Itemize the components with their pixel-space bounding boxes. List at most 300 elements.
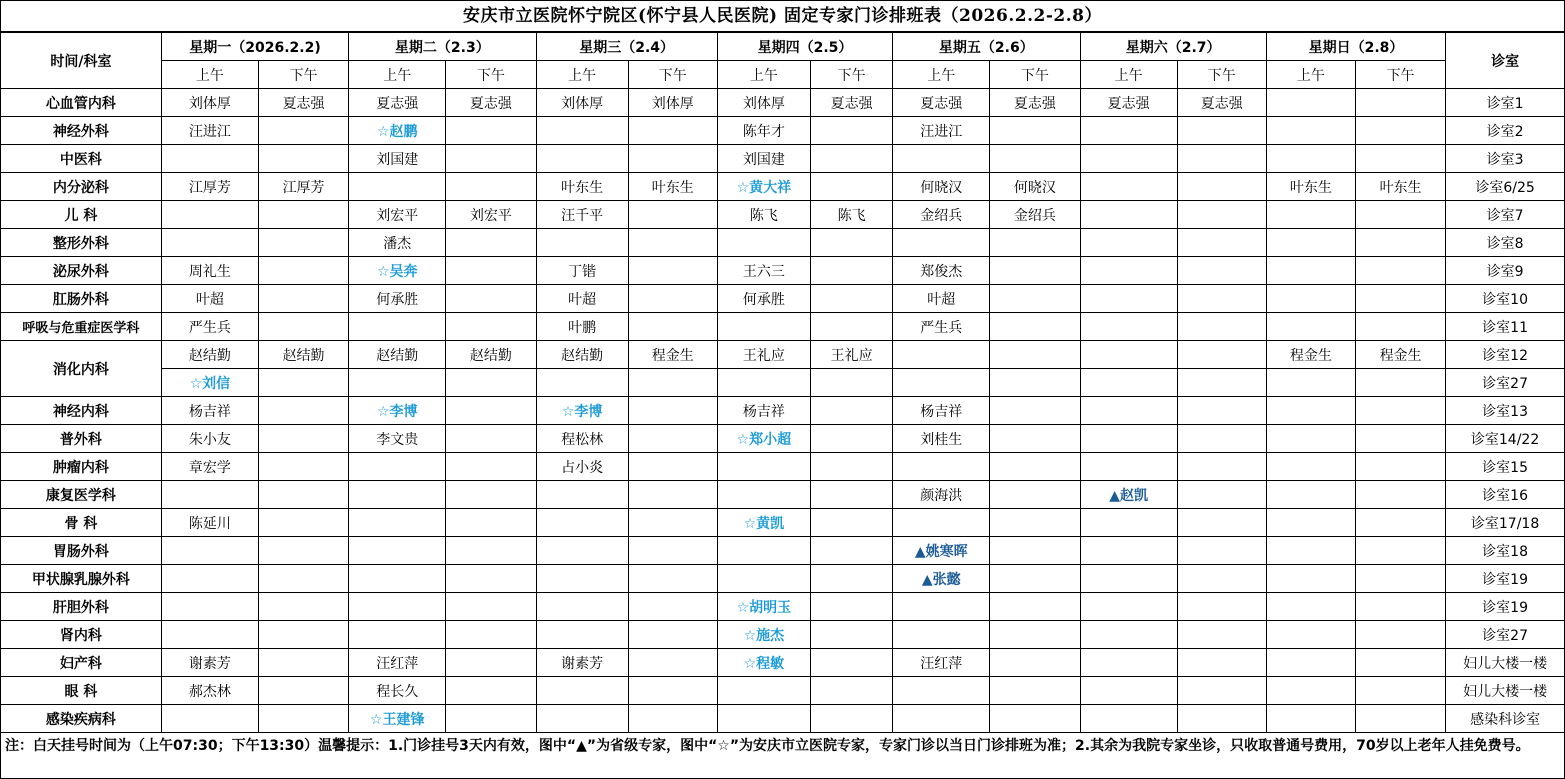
pm-header: 下午 (446, 61, 536, 89)
doctor-cell: 何承胜 (717, 285, 810, 313)
doctor-cell (990, 621, 1080, 649)
doctor-cell: 丁锴 (536, 257, 628, 285)
doctor-cell (811, 705, 893, 733)
dept-cell: 肛肠外科 (1, 285, 161, 313)
doctor-cell: 李文贵 (349, 425, 446, 453)
doctor-cell: ☆程敏 (717, 649, 810, 677)
doctor-cell (1177, 565, 1266, 593)
room-cell: 诊室19 (1446, 565, 1564, 593)
dept-cell: 儿 科 (1, 201, 161, 229)
doctor-cell (536, 705, 628, 733)
doctor-cell (1177, 313, 1266, 341)
doctor-cell: 金绍兵 (990, 201, 1080, 229)
doctor-cell (1266, 117, 1355, 145)
doctor-cell: 夏志强 (990, 89, 1080, 117)
doctor-cell: 周礼生 (161, 257, 258, 285)
doctor-cell (536, 229, 628, 257)
doctor-cell (628, 593, 717, 621)
doctor-cell (811, 593, 893, 621)
doctor-cell (1355, 117, 1445, 145)
room-cell: 感染科诊室 (1446, 705, 1564, 733)
doctor-cell (893, 453, 990, 481)
doctor-cell (1355, 537, 1445, 565)
doctor-cell (990, 313, 1080, 341)
table-row (1, 229, 1564, 257)
doctor-cell: 程金生 (628, 341, 717, 369)
doctor-cell: 刘国建 (717, 145, 810, 173)
doctor-cell (811, 117, 893, 145)
dept-cell: 整形外科 (1, 229, 161, 257)
pm-header: 下午 (1177, 61, 1266, 89)
doctor-cell (628, 677, 717, 705)
doctor-cell (1266, 145, 1355, 173)
am-header: 上午 (161, 61, 258, 89)
dept-cell: 泌尿外科 (1, 257, 161, 285)
dept-cell: 普外科 (1, 425, 161, 453)
doctor-cell (811, 677, 893, 705)
doctor-cell: 金绍兵 (893, 201, 990, 229)
doctor-cell: 夏志强 (258, 89, 348, 117)
doctor-cell: 江厚芳 (258, 173, 348, 201)
doctor-cell (811, 649, 893, 677)
doctor-cell: 王六三 (717, 257, 810, 285)
dept-cell: 内分泌科 (1, 173, 161, 201)
doctor-cell (893, 593, 990, 621)
doctor-cell: ▲张懿 (893, 565, 990, 593)
doctor-cell (628, 649, 717, 677)
day-header: 星期六（2.7） (1080, 33, 1266, 61)
room-cell: 诊室16 (1446, 481, 1564, 509)
table-row (1, 509, 1564, 537)
doctor-cell: 叶超 (536, 285, 628, 313)
doctor-cell (1355, 229, 1445, 257)
doctor-cell (1080, 621, 1177, 649)
doctor-cell: 颜海洪 (893, 481, 990, 509)
table-row (1, 397, 1564, 425)
doctor-cell: 何晓汉 (990, 173, 1080, 201)
doctor-cell (1177, 593, 1266, 621)
doctor-cell: 刘体厚 (628, 89, 717, 117)
doctor-cell (446, 481, 536, 509)
doctor-cell (446, 369, 536, 397)
doctor-cell (349, 565, 446, 593)
pm-header: 下午 (811, 61, 893, 89)
doctor-cell: 叶鹏 (536, 313, 628, 341)
doctor-cell (1177, 677, 1266, 705)
doctor-cell (1266, 481, 1355, 509)
doctor-cell (446, 649, 536, 677)
room-cell: 诊室10 (1446, 285, 1564, 313)
doctor-cell (1266, 565, 1355, 593)
doctor-cell (1266, 509, 1355, 537)
doctor-cell (990, 481, 1080, 509)
dept-cell: 甲状腺乳腺外科 (1, 565, 161, 593)
doctor-cell (1266, 369, 1355, 397)
room-cell: 诊室6/25 (1446, 173, 1564, 201)
table-row (1, 369, 1564, 397)
doctor-cell: 严生兵 (893, 313, 990, 341)
dept-cell: 眼 科 (1, 677, 161, 705)
time-dept-header: 时间/科室 (1, 33, 161, 89)
room-cell: 诊室27 (1446, 369, 1564, 397)
dept-cell: 胃肠外科 (1, 537, 161, 565)
doctor-cell (990, 397, 1080, 425)
doctor-cell (1355, 621, 1445, 649)
doctor-cell: ☆黄大祥 (717, 173, 810, 201)
doctor-cell: 陈飞 (717, 201, 810, 229)
doctor-cell (1080, 201, 1177, 229)
doctor-cell: 刘体厚 (161, 89, 258, 117)
doctor-cell: 王礼应 (811, 341, 893, 369)
doctor-cell (811, 369, 893, 397)
doctor-cell (446, 285, 536, 313)
doctor-cell: 汪红萍 (893, 649, 990, 677)
doctor-cell (628, 565, 717, 593)
doctor-cell (1266, 89, 1355, 117)
day-header: 星期二（2.3） (349, 33, 536, 61)
room-cell: 诊室17/18 (1446, 509, 1564, 537)
doctor-cell (1266, 537, 1355, 565)
dept-cell: 呼吸与危重症医学科 (1, 313, 161, 341)
pm-header: 下午 (628, 61, 717, 89)
table-row (1, 145, 1564, 173)
doctor-cell (893, 509, 990, 537)
room-cell: 诊室7 (1446, 201, 1564, 229)
doctor-cell (1080, 257, 1177, 285)
doctor-cell (1177, 285, 1266, 313)
dept-cell: 肿瘤内科 (1, 453, 161, 481)
doctor-cell (1177, 145, 1266, 173)
room-cell: 诊室14/22 (1446, 425, 1564, 453)
doctor-cell (161, 481, 258, 509)
doctor-cell: ☆刘信 (161, 369, 258, 397)
doctor-cell (349, 593, 446, 621)
doctor-cell (811, 453, 893, 481)
doctor-cell (446, 313, 536, 341)
doctor-cell (536, 621, 628, 649)
room-cell: 诊室27 (1446, 621, 1564, 649)
doctor-cell: ☆赵鹏 (349, 117, 446, 145)
doctor-cell (349, 621, 446, 649)
doctor-cell (1080, 649, 1177, 677)
doctor-cell: 杨吉祥 (161, 397, 258, 425)
doctor-cell: 陈年才 (717, 117, 810, 145)
doctor-cell: ☆吴奔 (349, 257, 446, 285)
doctor-cell (1177, 453, 1266, 481)
table-row (1, 705, 1564, 733)
doctor-cell (446, 229, 536, 257)
doctor-cell (893, 705, 990, 733)
doctor-cell (717, 705, 810, 733)
table-row (1, 285, 1564, 313)
doctor-cell (811, 565, 893, 593)
doctor-cell (1080, 705, 1177, 733)
room-cell: 诊室15 (1446, 453, 1564, 481)
dept-cell: 神经内科 (1, 397, 161, 425)
doctor-cell (1266, 397, 1355, 425)
doctor-cell (811, 257, 893, 285)
doctor-cell (446, 117, 536, 145)
doctor-cell: 章宏学 (161, 453, 258, 481)
day-header: 星期一（2026.2.2) (161, 33, 348, 61)
doctor-cell (1355, 201, 1445, 229)
table-row (1, 565, 1564, 593)
doctor-cell: 郑俊杰 (893, 257, 990, 285)
doctor-cell (1355, 397, 1445, 425)
doctor-cell (258, 705, 348, 733)
doctor-cell: 赵结勤 (446, 341, 536, 369)
doctor-cell (258, 537, 348, 565)
doctor-cell (628, 453, 717, 481)
doctor-cell (258, 285, 348, 313)
doctor-cell (990, 593, 1080, 621)
doctor-cell (811, 397, 893, 425)
dept-cell: 心血管内科 (1, 89, 161, 117)
doctor-cell: 叶东生 (536, 173, 628, 201)
doctor-cell (628, 201, 717, 229)
table-row (1, 621, 1564, 649)
doctor-cell (536, 537, 628, 565)
doctor-cell (1080, 229, 1177, 257)
doctor-cell (446, 145, 536, 173)
doctor-cell: 叶东生 (1266, 173, 1355, 201)
doctor-cell: 汪进江 (161, 117, 258, 145)
doctor-cell (1177, 621, 1266, 649)
doctor-cell (990, 565, 1080, 593)
doctor-cell (990, 537, 1080, 565)
doctor-cell: 夏志强 (1080, 89, 1177, 117)
doctor-cell (1355, 453, 1445, 481)
doctor-cell (717, 677, 810, 705)
am-header: 上午 (717, 61, 810, 89)
doctor-cell (161, 145, 258, 173)
doctor-cell (811, 229, 893, 257)
dept-cell: 妇产科 (1, 649, 161, 677)
room-cell: 诊室9 (1446, 257, 1564, 285)
doctor-cell: 赵结勤 (349, 341, 446, 369)
doctor-cell (1355, 705, 1445, 733)
room-cell: 妇儿大楼一楼 (1446, 677, 1564, 705)
doctor-cell (446, 677, 536, 705)
doctor-cell (628, 229, 717, 257)
doctor-cell (628, 369, 717, 397)
doctor-cell (628, 509, 717, 537)
room-cell: 妇儿大楼一楼 (1446, 649, 1564, 677)
doctor-cell (1177, 173, 1266, 201)
doctor-cell: ☆王建锋 (349, 705, 446, 733)
doctor-cell (349, 313, 446, 341)
doctor-cell (628, 285, 717, 313)
doctor-cell (258, 425, 348, 453)
dept-cell: 肝胆外科 (1, 593, 161, 621)
footer-note: 注：白天挂号时间为（上午07:30；下午13:30）温馨提示：1.门诊挂号3天内有效，图中“▲”为省级专家，图中“☆”为安庆市立医院专家，专家门诊以当日门诊排班为准；2.其余为我院专家坐诊，只收取普通号费用，70岁以上老年人挂免费号。 (5, 738, 1530, 754)
doctor-cell: 夏志强 (446, 89, 536, 117)
doctor-cell: 汪进江 (893, 117, 990, 145)
doctor-cell (811, 425, 893, 453)
doctor-cell (717, 537, 810, 565)
doctor-cell: 何承胜 (349, 285, 446, 313)
doctor-cell: 谢素芳 (536, 649, 628, 677)
doctor-cell (990, 649, 1080, 677)
doctor-cell (1355, 369, 1445, 397)
doctor-cell (990, 369, 1080, 397)
doctor-cell (1266, 677, 1355, 705)
doctor-cell (628, 481, 717, 509)
doctor-cell (161, 229, 258, 257)
doctor-cell (446, 397, 536, 425)
doctor-cell: ☆李博 (349, 397, 446, 425)
doctor-cell (1355, 565, 1445, 593)
doctor-cell: 叶超 (893, 285, 990, 313)
doctor-cell (990, 677, 1080, 705)
doctor-cell (1080, 677, 1177, 705)
doctor-cell: 杨吉祥 (717, 397, 810, 425)
doctor-cell: 夏志强 (893, 89, 990, 117)
doctor-cell (161, 621, 258, 649)
doctor-cell (990, 341, 1080, 369)
doctor-cell (893, 145, 990, 173)
doctor-cell (446, 705, 536, 733)
pm-header: 下午 (990, 61, 1080, 89)
doctor-cell (1177, 229, 1266, 257)
doctor-cell (1355, 285, 1445, 313)
doctor-cell (258, 145, 348, 173)
doctor-cell (990, 705, 1080, 733)
doctor-cell (258, 313, 348, 341)
room-header: 诊室 (1446, 33, 1564, 89)
doctor-cell (349, 481, 446, 509)
doctor-cell (161, 537, 258, 565)
doctor-cell (628, 621, 717, 649)
doctor-cell: 朱小友 (161, 425, 258, 453)
doctor-cell (717, 229, 810, 257)
doctor-cell (811, 145, 893, 173)
doctor-cell (1080, 565, 1177, 593)
doctor-cell (1177, 397, 1266, 425)
doctor-cell: 王礼应 (717, 341, 810, 369)
doctor-cell (446, 593, 536, 621)
doctor-cell (990, 425, 1080, 453)
doctor-cell: 刘体厚 (536, 89, 628, 117)
doctor-cell (717, 369, 810, 397)
doctor-cell (1266, 313, 1355, 341)
doctor-cell: 占小炎 (536, 453, 628, 481)
doctor-cell (811, 173, 893, 201)
doctor-cell: 陈延川 (161, 509, 258, 537)
doctor-cell: 严生兵 (161, 313, 258, 341)
table-row (1, 201, 1564, 229)
table-row (1, 453, 1564, 481)
doctor-cell: 刘国建 (349, 145, 446, 173)
schedule-table (1, 32, 1564, 733)
doctor-cell (1080, 425, 1177, 453)
doctor-cell (1266, 453, 1355, 481)
day-header: 星期日（2.8） (1266, 33, 1445, 61)
doctor-cell (536, 117, 628, 145)
doctor-cell (446, 621, 536, 649)
doctor-cell: ▲赵凯 (1080, 481, 1177, 509)
table-row (1, 313, 1564, 341)
doctor-cell (1177, 257, 1266, 285)
room-cell: 诊室1 (1446, 89, 1564, 117)
doctor-cell (446, 565, 536, 593)
dept-cell: 康复医学科 (1, 481, 161, 509)
room-cell: 诊室3 (1446, 145, 1564, 173)
room-cell: 诊室19 (1446, 593, 1564, 621)
doctor-cell (628, 117, 717, 145)
doctor-cell (258, 677, 348, 705)
am-header: 上午 (1080, 61, 1177, 89)
doctor-cell (893, 229, 990, 257)
room-cell: 诊室18 (1446, 537, 1564, 565)
doctor-cell (1080, 173, 1177, 201)
doctor-cell (1355, 593, 1445, 621)
dept-cell: 中医科 (1, 145, 161, 173)
doctor-cell (536, 145, 628, 173)
doctor-cell: ☆黄凯 (717, 509, 810, 537)
doctor-cell (536, 565, 628, 593)
doctor-cell (1080, 145, 1177, 173)
doctor-cell (990, 453, 1080, 481)
doctor-cell (628, 425, 717, 453)
doctor-cell (1080, 313, 1177, 341)
doctor-cell (1177, 117, 1266, 145)
doctor-cell (536, 481, 628, 509)
doctor-cell (1355, 425, 1445, 453)
doctor-cell (1355, 649, 1445, 677)
doctor-cell (258, 397, 348, 425)
doctor-cell: 汪红萍 (349, 649, 446, 677)
doctor-cell: 刘桂生 (893, 425, 990, 453)
doctor-cell (990, 285, 1080, 313)
doctor-cell (990, 257, 1080, 285)
doctor-cell (1177, 537, 1266, 565)
doctor-cell: 江厚芳 (161, 173, 258, 201)
doctor-cell: 潘杰 (349, 229, 446, 257)
doctor-cell (1177, 369, 1266, 397)
doctor-cell (258, 565, 348, 593)
doctor-cell (536, 369, 628, 397)
doctor-cell (1177, 481, 1266, 509)
pm-header: 下午 (258, 61, 348, 89)
doctor-cell (1355, 677, 1445, 705)
table-row (1, 173, 1564, 201)
doctor-cell (1266, 229, 1355, 257)
doctor-cell (1266, 201, 1355, 229)
doctor-cell (1177, 341, 1266, 369)
doctor-cell (990, 229, 1080, 257)
doctor-cell (1266, 285, 1355, 313)
table-row (1, 593, 1564, 621)
doctor-cell: 叶东生 (628, 173, 717, 201)
doctor-cell (717, 313, 810, 341)
table-row (1, 89, 1564, 117)
dept-cell: 消化内科 (1, 341, 161, 397)
doctor-cell (1177, 201, 1266, 229)
doctor-cell (717, 481, 810, 509)
doctor-cell (990, 117, 1080, 145)
dept-cell: 骨 科 (1, 509, 161, 537)
doctor-cell (1355, 89, 1445, 117)
doctor-cell (628, 705, 717, 733)
room-cell: 诊室8 (1446, 229, 1564, 257)
doctor-cell: 夏志强 (349, 89, 446, 117)
doctor-cell (628, 257, 717, 285)
doctor-cell: 郝杰林 (161, 677, 258, 705)
am-header: 上午 (349, 61, 446, 89)
doctor-cell (258, 201, 348, 229)
doctor-cell: 谢素芳 (161, 649, 258, 677)
